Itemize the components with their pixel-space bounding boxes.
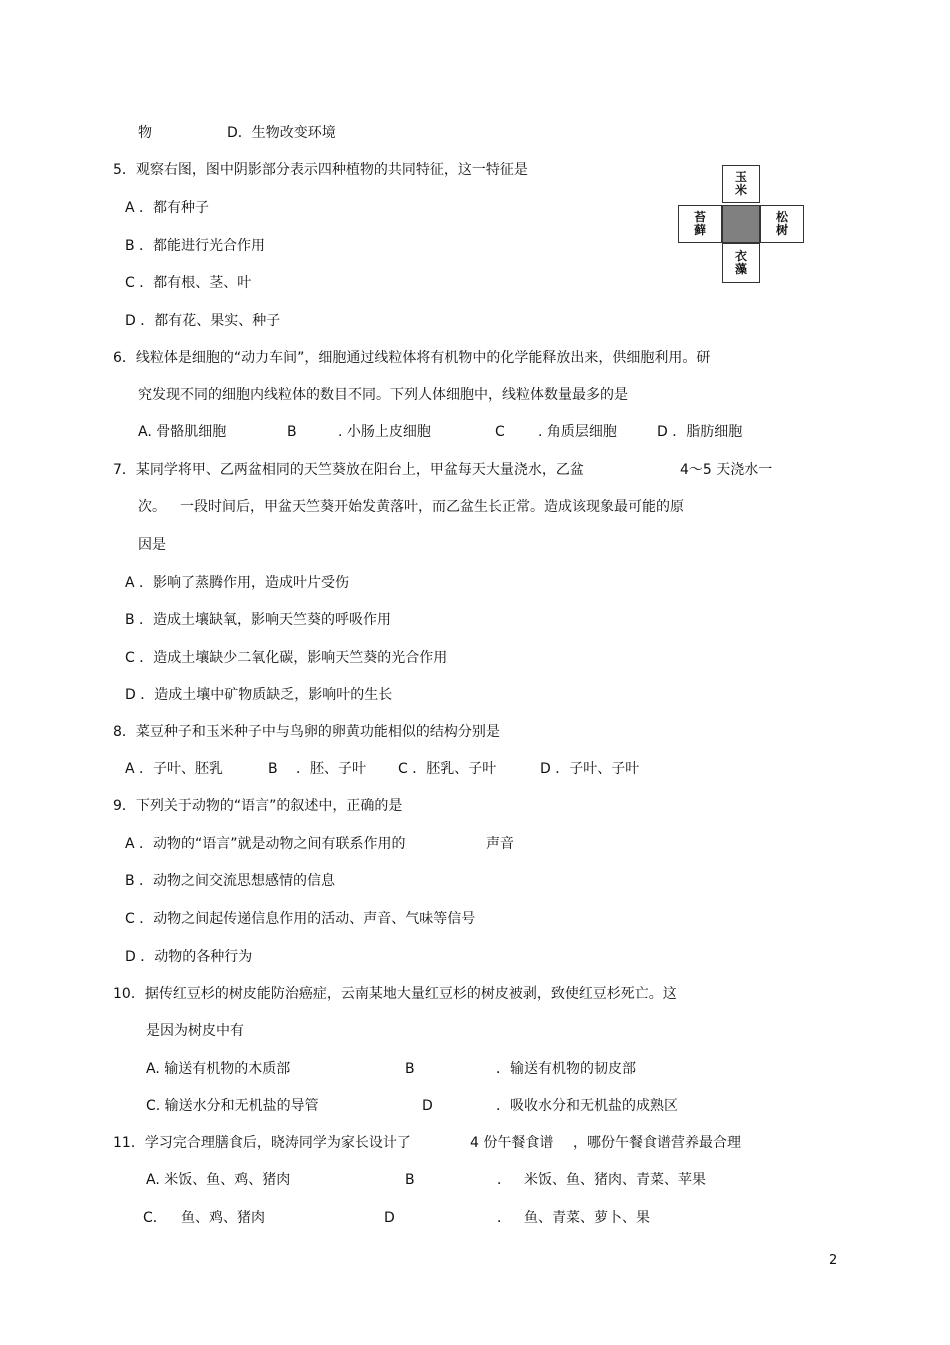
option: 鱼、青菜、萝卜、果 bbox=[524, 1210, 650, 1226]
option: . 角质层细胞 bbox=[538, 424, 617, 440]
option: B ．造成土壤缺氧，影响天竺葵的呼吸作用 bbox=[125, 612, 392, 628]
option: C. 输送水分和无机盐的导管 bbox=[146, 1098, 319, 1114]
option: A ．动物的“语言”就是动物之间有联系作用的 bbox=[125, 836, 406, 852]
option-letter: D bbox=[384, 1210, 395, 1226]
option: D ．子叶、子叶 bbox=[540, 761, 640, 777]
option-letter: B bbox=[287, 424, 297, 440]
option-letter: C bbox=[495, 424, 505, 440]
question-6: 6．线粒体是细胞的“动力车间”，细胞通过线粒体将有机物中的化学能释放出来，供细胞利用。研 bbox=[113, 350, 711, 366]
option: C ．动物之间起传递信息作用的活动、声音、气味等信号 bbox=[125, 911, 476, 927]
text-line: 4 份午餐食谱 bbox=[470, 1135, 554, 1151]
text-line: ，哪份午餐食谱营养最合理 bbox=[573, 1135, 741, 1151]
option: B ．动物之间交流思想感情的信息 bbox=[125, 873, 336, 889]
option: C ．胚乳、子叶 bbox=[398, 761, 497, 777]
option: A. 米饭、鱼、鸡、猪肉 bbox=[146, 1172, 291, 1188]
text-line: 究发现不同的细胞内线粒体的数目不同。下列人体细胞中，线粒体数量最多的是 bbox=[138, 387, 628, 403]
option: C ．造成土壤缺少二氧化碳，影响天竺葵的光合作用 bbox=[125, 650, 448, 666]
diagram-shaded-center bbox=[722, 205, 760, 243]
question-9: 9．下列关于动物的“语言”的叙述中，正确的是 bbox=[113, 798, 403, 814]
option: ．吸收水分和无机盐的成熟区 bbox=[496, 1098, 678, 1114]
question-11: 11．学习完合理膳食后，晓涛同学为家长设计了 bbox=[113, 1135, 411, 1151]
option: 鱼、鸡、猪肉 bbox=[181, 1210, 265, 1226]
diagram-cell-bottom: 衣藻 bbox=[722, 243, 760, 283]
text-line: 因是 bbox=[138, 537, 166, 553]
option: A. 骨骼肌细胞 bbox=[138, 424, 227, 440]
text-line: ． bbox=[497, 1210, 511, 1226]
text-line: 声音 bbox=[486, 836, 514, 852]
option: A ．子叶、胚乳 bbox=[125, 761, 224, 777]
text-line: 物 bbox=[138, 125, 152, 141]
diagram-cell-top: 玉米 bbox=[722, 165, 760, 203]
option-letter: B bbox=[405, 1172, 415, 1188]
option-letter: D bbox=[422, 1098, 433, 1114]
option: 米饭、鱼、猪肉、青菜、苹果 bbox=[524, 1172, 706, 1188]
text-line: 一段时间后，甲盆天竺葵开始发黄落叶，而乙盆生长正常。造成该现象最可能的原 bbox=[180, 499, 684, 515]
option: A ．都有种子 bbox=[125, 200, 210, 216]
option: D ．脂肪细胞 bbox=[657, 424, 743, 440]
option: B ．都能进行光合作用 bbox=[125, 238, 266, 254]
question-7: 7．某同学将甲、乙两盆相同的天竺葵放在阳台上，甲盆每天大量浇水，乙盆 bbox=[113, 462, 584, 478]
option-letter: B bbox=[405, 1061, 415, 1077]
text-line: 次。 bbox=[138, 499, 166, 515]
text-line: D．生物改变环境 bbox=[227, 125, 336, 141]
option: D ．造成土壤中矿物质缺乏，影响叶的生长 bbox=[125, 687, 393, 703]
plant-diagram bbox=[678, 165, 804, 285]
text-line: 4～5 天浇水一 bbox=[680, 462, 773, 478]
option: A ．影响了蒸腾作用，造成叶片受伤 bbox=[125, 575, 350, 591]
question-8: 8．菜豆种子和玉米种子中与鸟卵的卵黄功能相似的结构分别是 bbox=[113, 724, 500, 740]
option-letter: B bbox=[268, 761, 278, 777]
diagram-cell-right: 松树 bbox=[760, 205, 804, 243]
option: ．胚、子叶 bbox=[296, 761, 366, 777]
text-line: 是因为树皮中有 bbox=[146, 1023, 244, 1039]
diagram-cell-left: 苔藓 bbox=[678, 205, 722, 243]
question-10: 10．据传红豆杉的树皮能防治癌症，云南某地大量红豆杉的树皮被剥，致使红豆杉死亡。这 bbox=[113, 986, 677, 1002]
option: C． bbox=[143, 1210, 167, 1226]
page-number: 2 bbox=[829, 1253, 838, 1268]
question-5: 5．观察右图，图中阴影部分表示四种植物的共同特征，这一特征是 bbox=[113, 162, 528, 178]
option: C ．都有根、茎、叶 bbox=[125, 275, 252, 291]
option: ．输送有机物的韧皮部 bbox=[496, 1061, 636, 1077]
option: . 小肠上皮细胞 bbox=[338, 424, 431, 440]
text-line: ． bbox=[497, 1172, 511, 1188]
option: A. 输送有机物的木质部 bbox=[146, 1061, 291, 1077]
option: D ．动物的各种行为 bbox=[125, 949, 253, 965]
option: D ．都有花、果实、种子 bbox=[125, 313, 281, 329]
